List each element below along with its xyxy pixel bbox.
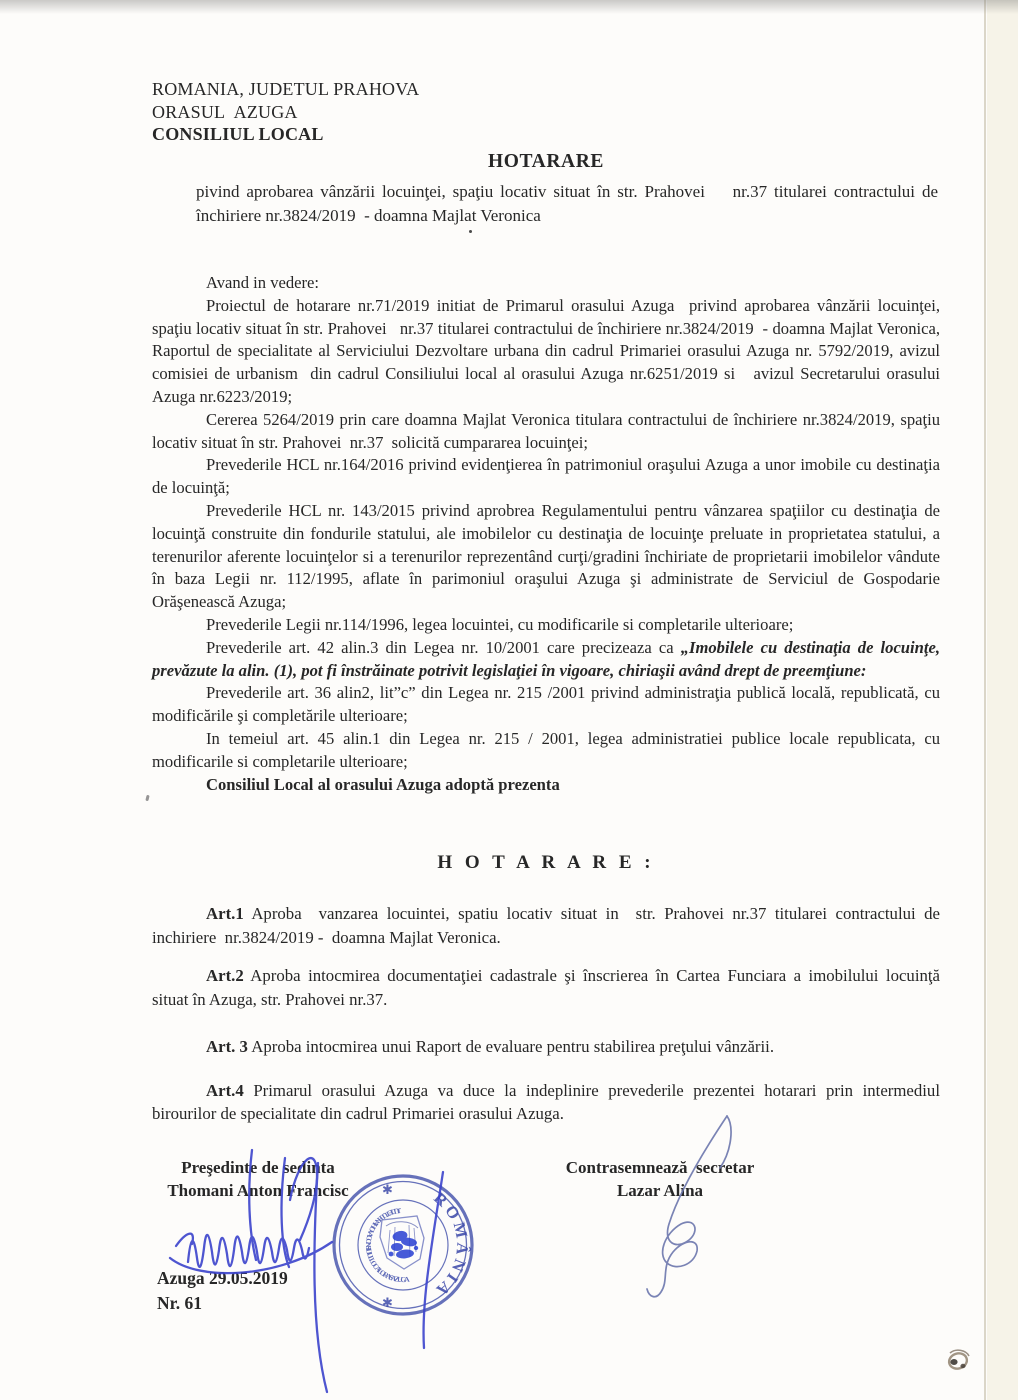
recital-paragraph: In temeiul art. 45 alin.1 din Legea nr. 215 / 2001, legea administratiei publice locale republicata, cu modificarile si completarile ulterioare; [152, 728, 940, 771]
secretary-signature-block [548, 1156, 772, 1202]
secretary-signature-scribble [647, 1116, 731, 1297]
svg-text:ROMÂNIA [430, 1188, 472, 1302]
article-3 [152, 1035, 940, 1059]
article-4-text: Primarul orasului Azuga va duce la indeplinire prevederile prezentei hotarari prin intermediul birourilor de specialitate din cadrul Primariei orasului Azuga. [152, 1080, 940, 1123]
recital-paragraph-quote [152, 637, 940, 683]
document-subtitle: pivind aprobarea vânzării locuinţei, spaţiu locativ situat în str. Prahovei nr.37 titularei contractului de închiriere nr.3824/2019 - doamna Majlat Veronica [196, 182, 938, 225]
article-2-label: Art.2 [206, 966, 244, 985]
decision-heading: H O T A R A R E : [437, 852, 655, 873]
article-2-text: Aproba intocmirea documentaţiei cadastrale şi înscrierea în Cartea Funciara a imobilului locuinţă situat în Azuga, str. Prahovei nr.37. [152, 966, 940, 1009]
scan-smudge [947, 1350, 969, 1371]
issuer-block [152, 78, 419, 146]
footer-block [157, 1266, 288, 1315]
scan-top-shadow [0, 0, 1018, 14]
document-title: HOTARARE [487, 151, 605, 172]
preamble-intro: Avand in vedere: [206, 273, 320, 292]
scan-edge-strip [987, 0, 1018, 1400]
article-3-text: Aproba intocmirea unui Raport de evaluare pentru stabilirea preţului vânzării. [251, 1037, 775, 1056]
preamble-section [152, 272, 940, 796]
recital-paragraph: Cererea 5264/2019 prin care doamna Majlat Veronica titulara contractului de închiriere nr.3824/2019, spaţiu locativ situat în str. Prahovei nr.37 solicită cumpararea locuinţei; [152, 409, 940, 452]
stamp-country-text: ROMÂNIA [430, 1188, 473, 1302]
adoption-line: Consiliul Local al orasului Azuga adoptă prezenta [206, 774, 560, 794]
article-4 [152, 1079, 940, 1126]
recital-paragraph: Prevederile HCL nr.164/2016 privind evidenţierea în patrimoniul oraşului Azuga a unor imobile cu destinaţia de locuinţă; [152, 455, 940, 498]
president-role: Preşedinte de sedinta [181, 1158, 335, 1177]
stamp-authority-text: JUDETUL PRAHOVA CONSILIUL LOCAL ORAS AZUGA [363, 1205, 412, 1285]
president-name: Thomani Anton Francisc [167, 1181, 349, 1200]
recital-paragraph: Prevederile HCL nr. 143/2015 privind aprobrea Regulamentului pentru vânzarea spaţiilor cu destinaţia de locuinţă construite din fondurile statului, ale imobilelor cu destinaţia de locuinţe preluate in proprietatea statului, a terenurilor aferente locuinţelor si a terenurilor reprezentând curţi/gradini închiriate de proprietarii imobilelor vândute în baza Legii nr. 112/1995, aflate în parimoniul oraşului Azuga şi administrate de Serviciul de Gospodarie Orăşenească Azuga; [152, 500, 940, 612]
stamp-star-top-icon: ✱ [382, 1182, 393, 1197]
article-3-label: Art. 3 [206, 1037, 248, 1056]
recital-paragraph: Proiectul de hotarare nr.71/2019 initiat de Primarul orasului Azuga privind aprobarea vânzării locuinţei, spaţiu locativ situat în str. Prahovei nr.37 titularei contractului de închiriere nr.3824/2019 - doamna Majlat Veronica, Raportul de specialitate al Serviciului Dezvoltare urbana din cadrul Primariei orasului Azuga nr. 5792/2019, avizul comisiei de urbanism din cadrul Consiliului local al orasului Azuga nr.6251/2019 si avizul Secretarului orasului Azuga nr.6223/2019; [152, 295, 940, 406]
scan-tick-artifact [145, 795, 149, 802]
council-stamp-icon [330, 1172, 476, 1318]
place-date: Azuga 29.05.2019 [157, 1268, 288, 1288]
issuer-country-line: ROMANIA, JUDETUL PRAHOVA [152, 79, 420, 99]
article-1-text: Aproba vanzarea locuintei, spatiu locativ situat in str. Prahovei nr.37 titularei contractului de inchiriere nr.3824/2019 - doamna Majlat Veronica. [152, 904, 940, 947]
stamp-star-bottom-icon: ✱ [382, 1295, 393, 1310]
scan-dot-artifact [469, 230, 472, 233]
article-1 [152, 902, 940, 949]
decision-number: Nr. 61 [157, 1292, 203, 1313]
issuer-council-line: CONSILIUL LOCAL [152, 124, 324, 144]
recital-paragraph: Prevederile art. 36 alin2, lit”c” din Legea nr. 215 /2001 privind administraţia publică locală, republicată, cu modificările şi completările ulterioare; [152, 683, 940, 726]
article-2 [152, 964, 940, 1011]
recital-lead: Prevederile art. 42 alin.3 din Legea nr. 10/2001 care precizeaza ca [206, 637, 674, 657]
legal-quote: „Imobilele cu destinaţia de locuinţe, prevăzute la alin. (1), pot fi înstrăinate potrivit legislaţiei în vigoare, chiriaşii având drept de preemţiune: [152, 637, 940, 680]
article-1-label: Art.1 [206, 904, 244, 923]
secretary-role: Contrasemnează secretar [565, 1158, 755, 1177]
article-4-label: Art.4 [206, 1080, 244, 1100]
secretary-name: Lazar Alina [616, 1181, 704, 1200]
coat-of-arms-icon [380, 1216, 424, 1269]
issuer-city-line: ORASUL AZUGA [152, 101, 298, 122]
scan-edge-line [984, 0, 986, 1400]
articles-section [152, 902, 940, 1126]
president-signature-block [158, 1156, 358, 1202]
recital-paragraph: Prevederile Legii nr.114/1996, legea locuintei, cu modificarile si completarile ulterioare; [206, 614, 794, 634]
